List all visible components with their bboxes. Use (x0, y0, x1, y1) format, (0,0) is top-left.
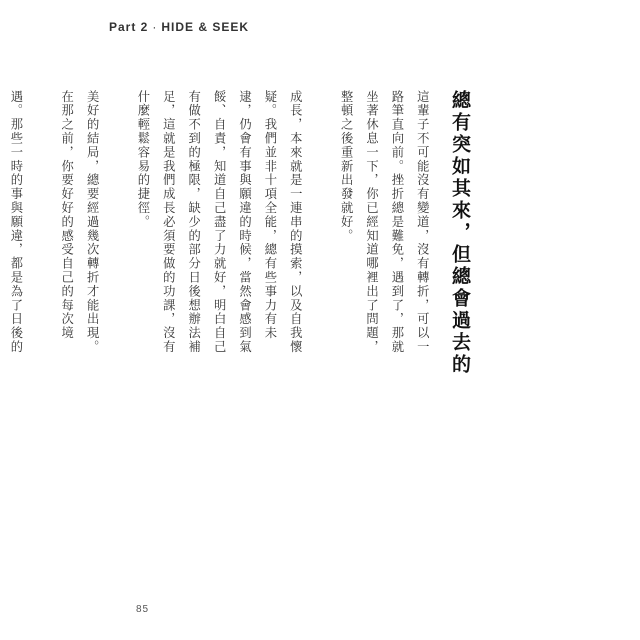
text-column: 路筆直向前。挫折總是難免，遇到了，那就 (389, 90, 404, 355)
text-column: 疑。我們並非十項全能，總有些事力有未 (262, 90, 277, 341)
running-header (109, 20, 249, 34)
text-column: 坐著休息一下，你已經知道哪裡出了問題， (364, 90, 379, 355)
text-column: 成長，本來就是一連串的摸索，以及自我懷 (288, 90, 303, 355)
text-column: 這輩子不可能沒有變道，沒有轉折，可以一 (415, 90, 430, 355)
chapter-title: 總有突如其來，但總會過去的 (449, 90, 471, 376)
text-column: 遇。那些一時的事與願違，都是為了日後的 (8, 90, 23, 355)
text-column: 足，這就是我們成長必須要做的功課，沒有 (161, 90, 176, 355)
text-column: 餒、自責，知道自己盡了力就好，明白自己 (212, 90, 227, 355)
section-label: HIDE & SEEK (161, 20, 250, 34)
text-column: 美好的結局，總要經過幾次轉折才能出現。 (85, 90, 100, 355)
text-column: 逮，仍會有事與願違的時候，當然會感到氣 (237, 90, 252, 355)
part-label: Part 2 (109, 20, 149, 34)
text-column: 有做不到的極限，缺少的部分日後想辦法補 (186, 90, 201, 355)
text-column: 整頓之後重新出發就好。 (339, 90, 354, 243)
page-number: 85 (136, 604, 150, 615)
text-column: 什麼輕鬆容易的捷徑。 (135, 90, 150, 229)
text-column: 在那之前，你要好好的感受自己的每次境 (59, 90, 74, 341)
header-separator: · (152, 20, 158, 34)
